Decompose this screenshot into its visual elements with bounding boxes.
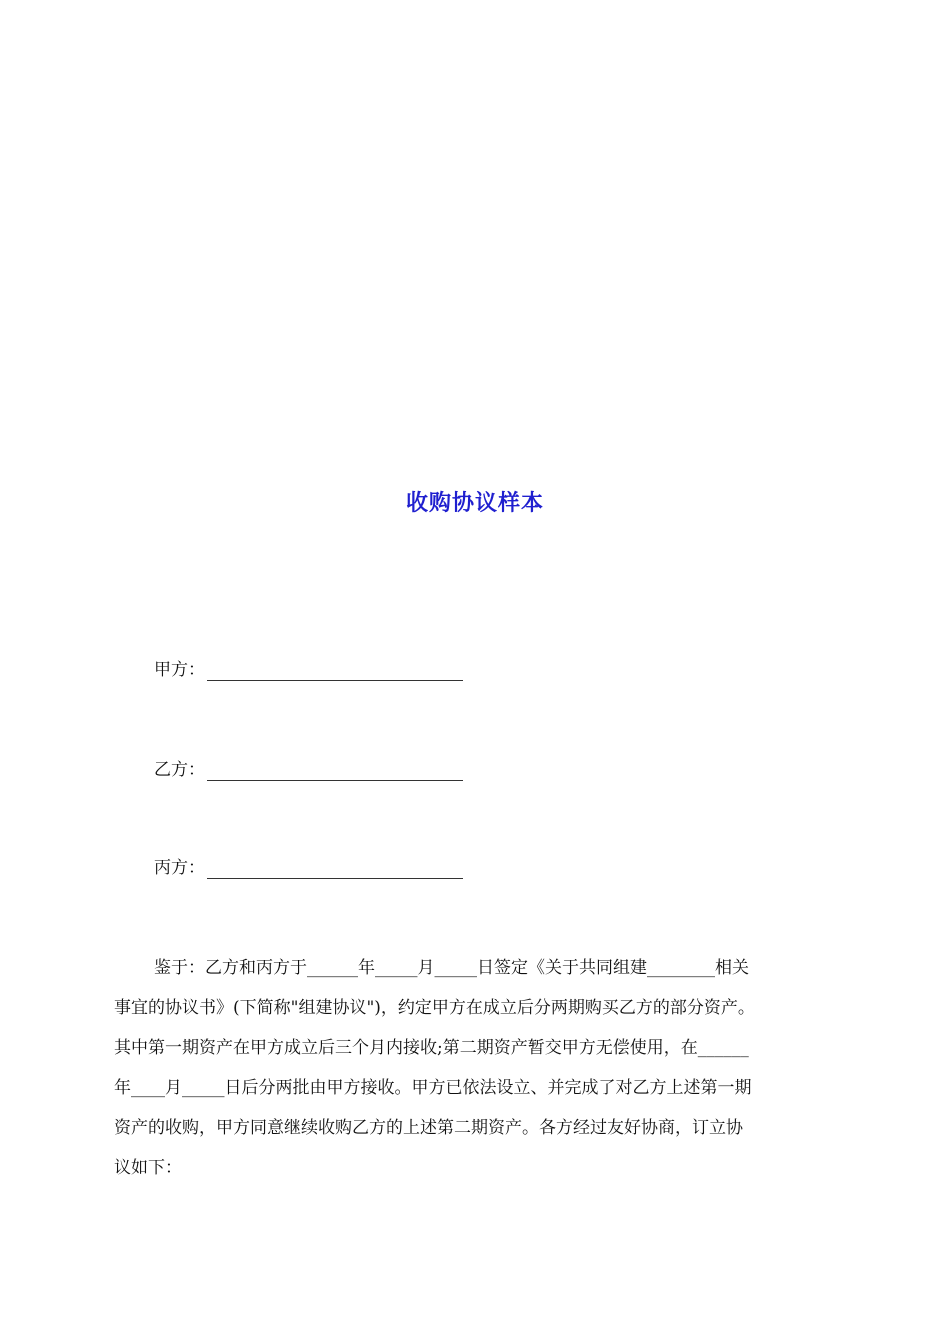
party-c-label: 丙方： [154, 858, 205, 878]
preamble-line: 鉴于：乙方和丙方于______年_____月_____日签定《关于共同组建________相关 [154, 958, 749, 978]
preamble-line: 资产的收购，甲方同意继续收购乙方的上述第二期资产。各方经过友好协商，订立协 [114, 1118, 743, 1138]
party-b-blank-line [207, 762, 463, 781]
party-a-field [154, 659, 463, 681]
document-title: 收购协议样本 [405, 491, 544, 516]
preamble-line: 其中第一期资产在甲方成立后三个月内接收;第二期资产暂交甲方无偿使用，在______ [114, 1038, 749, 1058]
preamble-line: 议如下： [114, 1158, 182, 1178]
party-c-field [154, 857, 463, 879]
preamble-line: 年____月_____日后分两批由甲方接收。甲方已依法设立、并完成了对乙方上述第一期 [114, 1078, 752, 1098]
preamble-line: 事宜的协议书》(下简称"组建协议")，约定甲方在成立后分两期购买乙方的部分资产。 [114, 998, 755, 1018]
party-c-blank-line [207, 860, 463, 879]
party-b-field [154, 759, 463, 781]
party-b-label: 乙方： [154, 760, 205, 780]
party-a-label: 甲方： [154, 660, 205, 680]
party-a-blank-line [207, 662, 463, 681]
